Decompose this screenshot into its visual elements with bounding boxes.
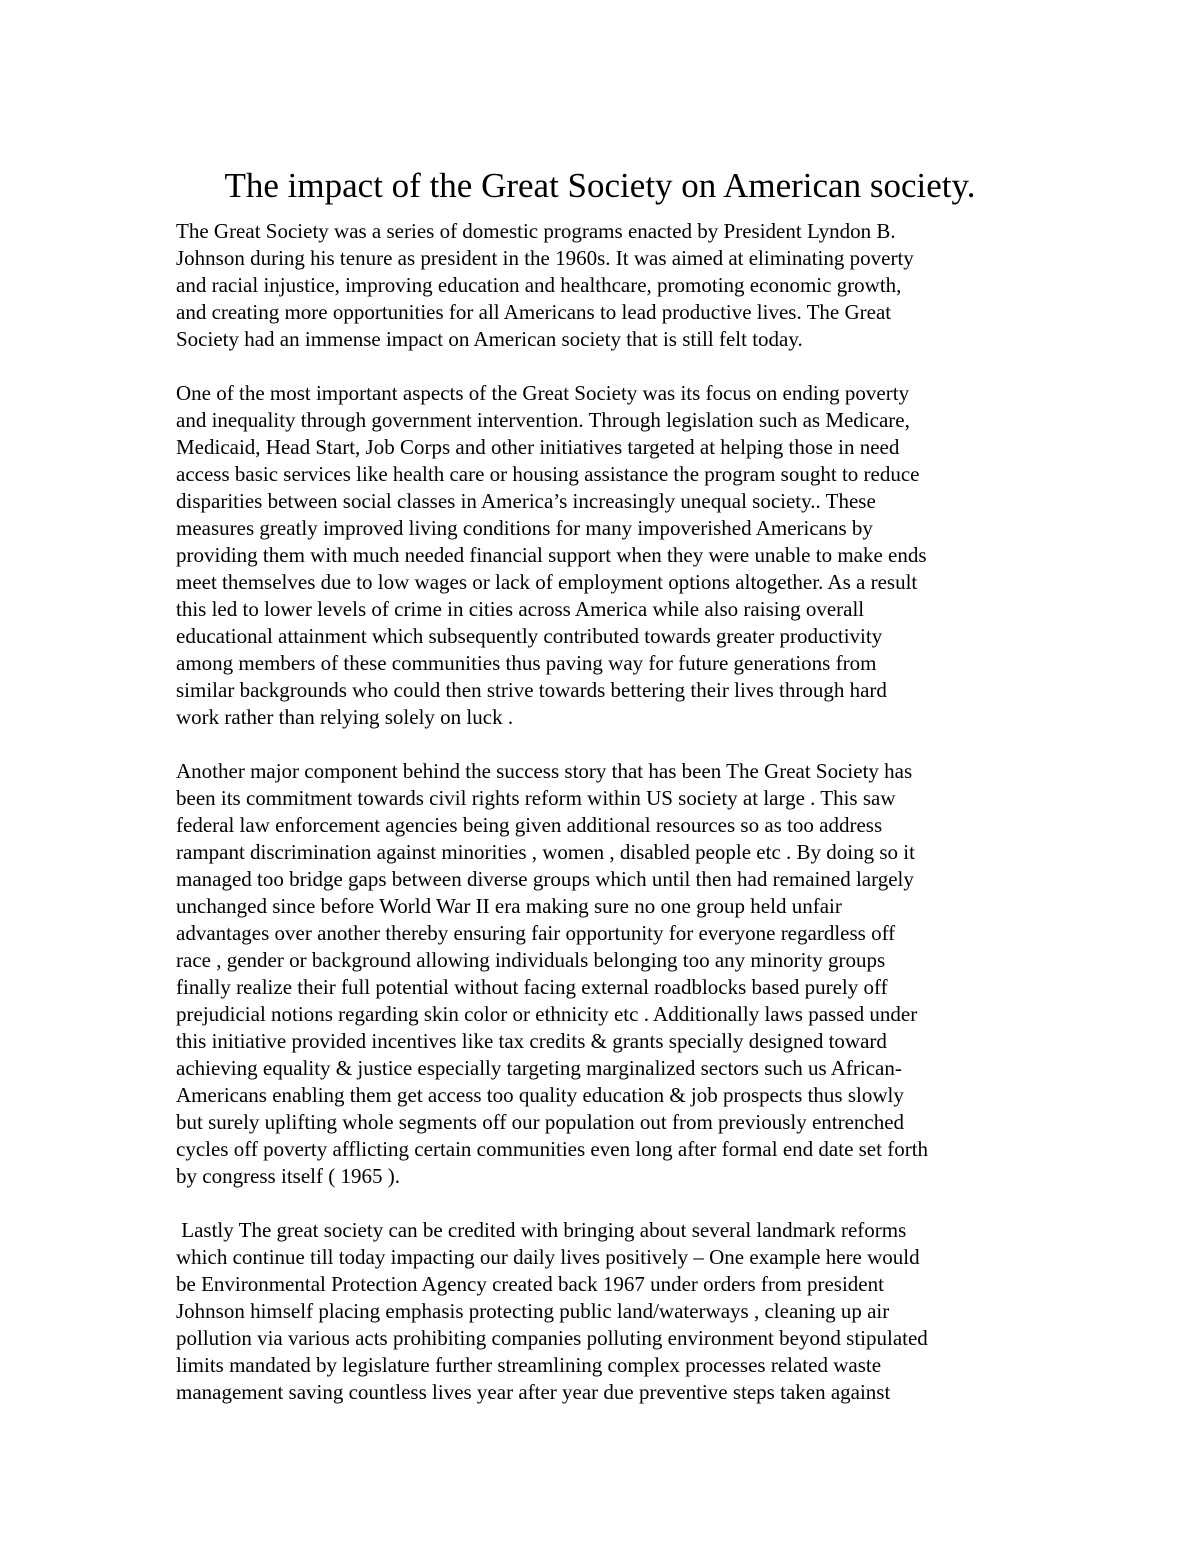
text-line: management saving countless lives year after year due preventive steps taken against xyxy=(176,1380,891,1404)
text-line: federal law enforcement agencies being given additional resources so as too address xyxy=(176,813,883,837)
text-line: access basic services like health care or housing assistance the program sought to reduce xyxy=(176,462,920,486)
text-line: but surely uplifting whole segments off our population out from previously entrenched xyxy=(176,1110,905,1134)
text-line: providing them with much needed financial support when they were unable to make ends xyxy=(176,543,927,567)
text-line: advantages over another thereby ensuring fair opportunity for everyone regardless off xyxy=(176,921,896,945)
text-line: prejudicial notions regarding skin color or ethnicity etc . Additionally laws passed under xyxy=(176,1002,918,1026)
text-line: achieving equality & justice especially targeting marginalized sectors such us African- xyxy=(176,1056,902,1080)
paragraph xyxy=(176,1217,1036,1406)
text-line: managed too bridge gaps between diverse groups which until then had remained largely xyxy=(176,867,914,891)
text-line: educational attainment which subsequently contributed towards greater productivity xyxy=(176,624,883,648)
text-line: race , gender or background allowing individuals belonging too any minority groups xyxy=(176,948,886,972)
page-title: The impact of the Great Society on American society. xyxy=(224,166,976,205)
paragraph xyxy=(176,218,1036,353)
text-line: work rather than relying solely on luck . xyxy=(176,705,514,729)
text-line: Johnson during his tenure as president in the 1960s. It was aimed at eliminating poverty xyxy=(176,246,914,270)
text-line: by congress itself ( 1965 ). xyxy=(176,1164,400,1188)
text-line: meet themselves due to low wages or lack of employment options altogether. As a result xyxy=(176,570,918,594)
document-body xyxy=(176,218,1036,1433)
paragraph xyxy=(176,758,1036,1190)
text-line: this initiative provided incentives like tax credits & grants specially designed toward xyxy=(176,1029,887,1053)
text-line: Society had an immense impact on American society that is still felt today. xyxy=(176,327,803,351)
text-line: among members of these communities thus paving way for future generations from xyxy=(176,651,877,675)
text-line: which continue till today impacting our daily lives positively – One example here would xyxy=(176,1245,920,1269)
text-line: limits mandated by legislature further streamlining complex processes related waste xyxy=(176,1353,882,1377)
text-line: Americans enabling them get access too quality education & job prospects thus slowly xyxy=(176,1083,904,1107)
text-line: pollution via various acts prohibiting companies polluting environment beyond stipulated xyxy=(176,1326,928,1350)
text-line: disparities between social classes in America’s increasingly unequal society.. These xyxy=(176,489,876,513)
text-line: been its commitment towards civil rights reform within US society at large . This saw xyxy=(176,786,896,810)
text-line: cycles off poverty afflicting certain communities even long after formal end date set forth xyxy=(176,1137,929,1161)
text-line: and racial injustice, improving education and healthcare, promoting economic growth, xyxy=(176,273,902,297)
text-line: Medicaid, Head Start, Job Corps and other initiatives targeted at helping those in need xyxy=(176,435,900,459)
paragraph xyxy=(176,380,1036,731)
text-line: Lastly The great society can be credited with bringing about several landmark reforms xyxy=(176,1218,907,1242)
text-line: Another major component behind the success story that has been The Great Society has xyxy=(176,759,913,783)
text-line: rampant discrimination against minorities , women , disabled people etc . By doing so it xyxy=(176,840,915,864)
text-line: similar backgrounds who could then strive towards bettering their lives through hard xyxy=(176,678,887,702)
text-line: measures greatly improved living conditions for many impoverished Americans by xyxy=(176,516,873,540)
text-line: be Environmental Protection Agency created back 1967 under orders from president xyxy=(176,1272,884,1296)
text-line: The Great Society was a series of domestic programs enacted by President Lyndon B. xyxy=(176,219,896,243)
text-line: unchanged since before World War II era making sure no one group held unfair xyxy=(176,894,842,918)
text-line: finally realize their full potential without facing external roadblocks based purely off xyxy=(176,975,888,999)
text-line: and inequality through government intervention. Through legislation such as Medicare, xyxy=(176,408,910,432)
text-line: this led to lower levels of crime in cities across America while also raising overall xyxy=(176,597,865,621)
text-line: Johnson himself placing emphasis protecting public land/waterways , cleaning up air xyxy=(176,1299,890,1323)
text-line: and creating more opportunities for all Americans to lead productive lives. The Great xyxy=(176,300,892,324)
text-line: One of the most important aspects of the Great Society was its focus on ending poverty xyxy=(176,381,910,405)
